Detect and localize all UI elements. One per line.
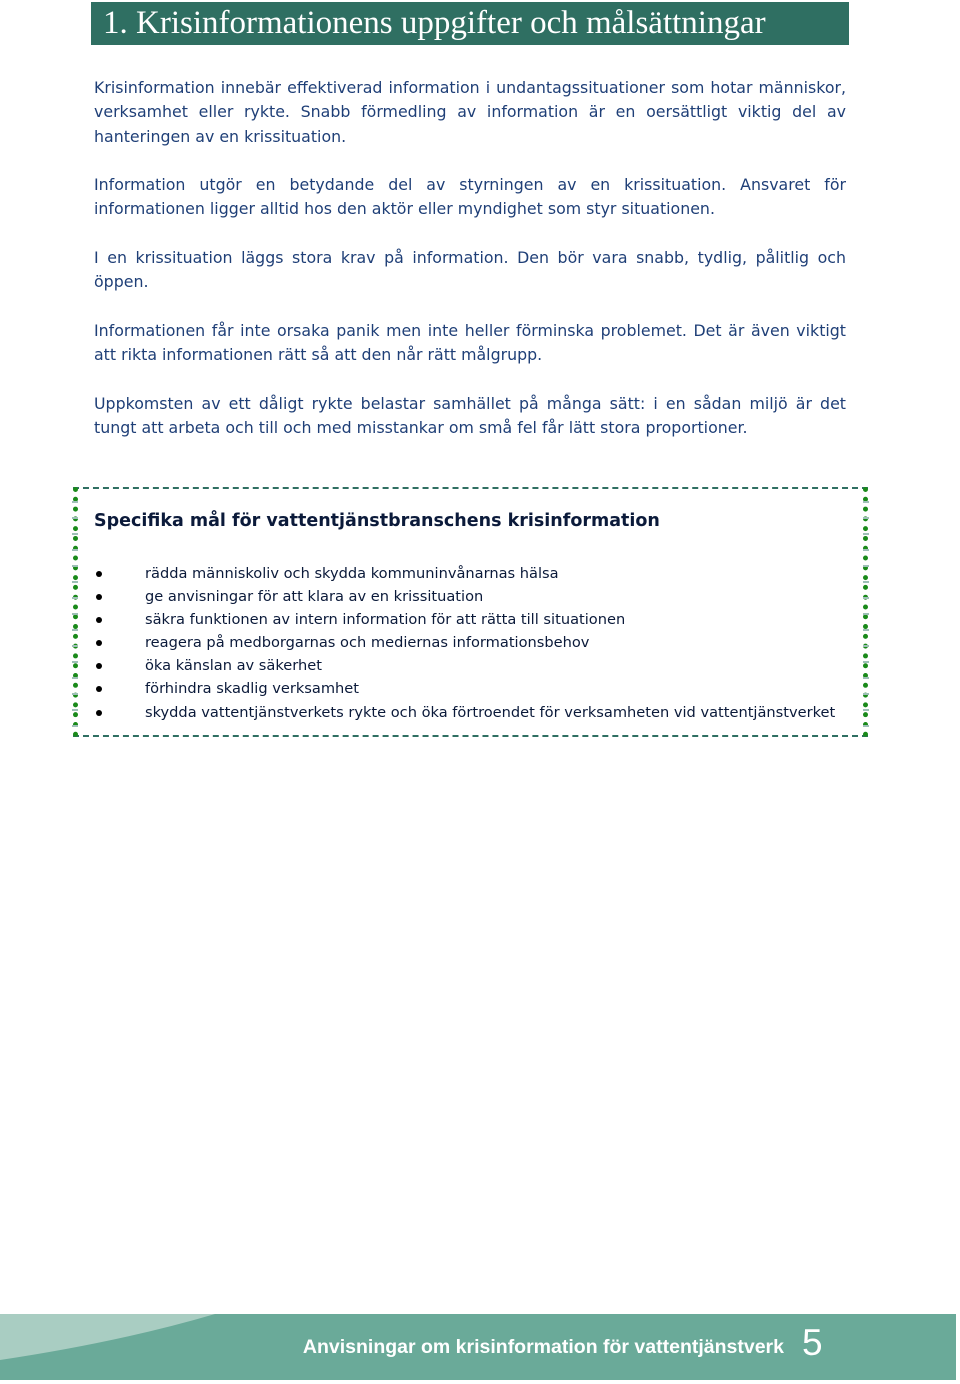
- goal-item: öka känslan av säkerhet: [94, 654, 835, 677]
- goal-item: säkra funktionen av intern information för att rätta till situationen: [94, 608, 835, 631]
- page-number: 5: [802, 1322, 823, 1363]
- goals-title: Specifika mål för vattentjänstbranschens krisinformation: [94, 511, 660, 531]
- paragraph: Uppkomsten av ett dåligt rykte belastar samhället på många sätt: i en sådan miljö är det tungt att arbeta och till och med misstankar om små fel får lätt stora proportioner.: [94, 393, 846, 438]
- footer: [0, 1314, 960, 1380]
- heading-bar: [91, 2, 849, 45]
- goal-item: reagera på medborgarnas och mediernas informationsbehov: [94, 631, 835, 654]
- footer-text: Anvisningar om krisinformation för vattentjänstverk: [302, 1336, 784, 1358]
- goals-box: [73, 487, 868, 737]
- box-ticks-right: [863, 487, 869, 737]
- goal-item: ge anvisningar för att klara av en krissituation: [94, 585, 835, 608]
- goals-list: [94, 562, 835, 724]
- paragraph: Information utgör en betydande del av styrningen av en krissituation. Ansvaret för informationen ligger alltid hos den aktör eller myndighet som styr situationen.: [94, 175, 846, 219]
- goal-item: rädda människoliv och skydda kommuninvånarnas hälsa: [94, 562, 835, 585]
- box-ticks-left: [72, 487, 78, 737]
- box-border-top: [73, 487, 868, 489]
- box-border-bottom: [73, 735, 868, 737]
- goal-item: skydda vattentjänstverkets rykte och öka förtroendet för verksamheten vid vattentjänstverket: [94, 701, 835, 724]
- paragraph: Informationen får inte orsaka panik men inte heller förminska problemet. Det är även viktigt att rikta informationen rätt så att den når rätt målgrupp.: [94, 320, 846, 365]
- goal-item: förhindra skadlig verksamhet: [94, 677, 835, 700]
- page-heading: 1. Krisinformationens uppgifter och målsättningar: [103, 5, 766, 41]
- paragraph: Krisinformation innebär effektiverad information i undantagssituationer som hotar människor, verksamhet eller rykte. Snabb förmedling av information är en oersättligt viktig del av hanteringen av en krissituation.: [94, 78, 846, 146]
- paragraph: I en krissituation läggs stora krav på information. Den bör vara snabb, tydlig, pålitlig och öppen.: [94, 248, 846, 292]
- body-text: [94, 76, 846, 465]
